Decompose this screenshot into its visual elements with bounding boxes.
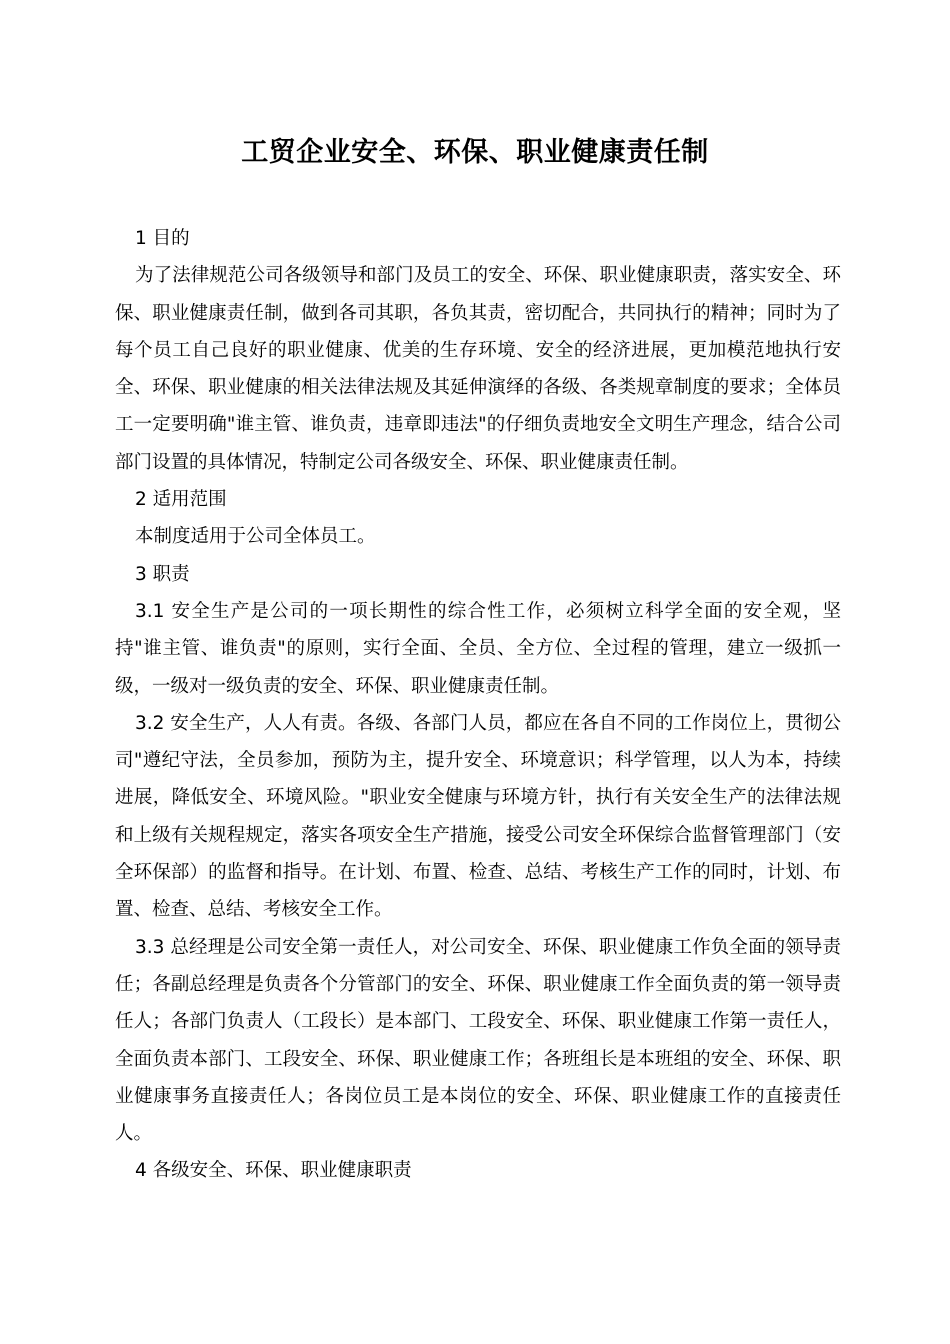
section-4-heading: 4 各级安全、环保、职业健康职责	[135, 1160, 412, 1182]
section-3-2-paragraph: 3.2 安全生产，人人有责。各级、各部门人员，都应在各自不同的工作岗位上，贯彻公司"遵纪守法，全员参加，预防为主，提升安全、环境意识；科学管理，以人为本，持续进展，降低安全、环境风险。"职业安全健康与环境方针，执行有关安全生产的法律法规和上级有关规程规定，落实各项安全生产措施，接受公司安全环保综合监督管理部门（安全环保部）的监督和指导。在计划、布置、检查、总结、考核生产工作的同时，计划、布置、检查、总结、考核安全工作。	[115, 712, 841, 921]
document-body	[115, 220, 841, 1190]
section-1-paragraph: 为了法律规范公司各级领导和部门及员工的安全、环保、职业健康职责，落实安全、环保、职业健康责任制，做到各司其职，各负其责，密切配合，共同执行的精神；同时为了每个员工自己良好的职业健康、优美的生存环境、安全的经济进展，更加模范地执行安全、环保、职业健康的相关法律法规及其延伸演绎的各级、各类规章制度的要求；全体员工一定要明确"谁主管、谁负责，违章即违法"的仔细负责地安全文明生产理念，结合公司部门设置的具体情况，特制定公司各级安全、环保、职业健康责任制。	[115, 265, 841, 473]
section-2-heading: 2 适用范围	[135, 489, 227, 511]
section-3-1-paragraph: 3.1 安全生产是公司的一项长期性的综合性工作，必须树立科学全面的安全观，坚持"谁主管、谁负责"的原则，实行全面、全员、全方位、全过程的管理，建立一级抓一级，一级对一级负责的安全、环保、职业健康责任制。	[115, 600, 841, 697]
section-2-paragraph: 本制度适用于公司全体员工。	[135, 526, 376, 548]
document-title: 工贸企业安全、环保、职业健康责任制	[241, 137, 709, 168]
section-1-heading: 1 目的	[135, 228, 190, 249]
section-3-3-paragraph: 3.3 总经理是公司安全第一责任人，对公司安全、环保、职业健康工作负全面的领导责任；各副总经理是负责各个分管部门的安全、环保、职业健康工作全面负责的第一领导责任人；各部门负责人（工段长）是本部门、工段安全、环保、职业健康工作第一责任人，全面负责本部门、工段安全、环保、职业健康工作；各班组长是本班组的安全、环保、职业健康事务直接责任人；各岗位员工是本岗位的安全、环保、职业健康工作的直接责任人。	[115, 936, 841, 1145]
section-3-heading: 3 职责	[135, 563, 190, 585]
